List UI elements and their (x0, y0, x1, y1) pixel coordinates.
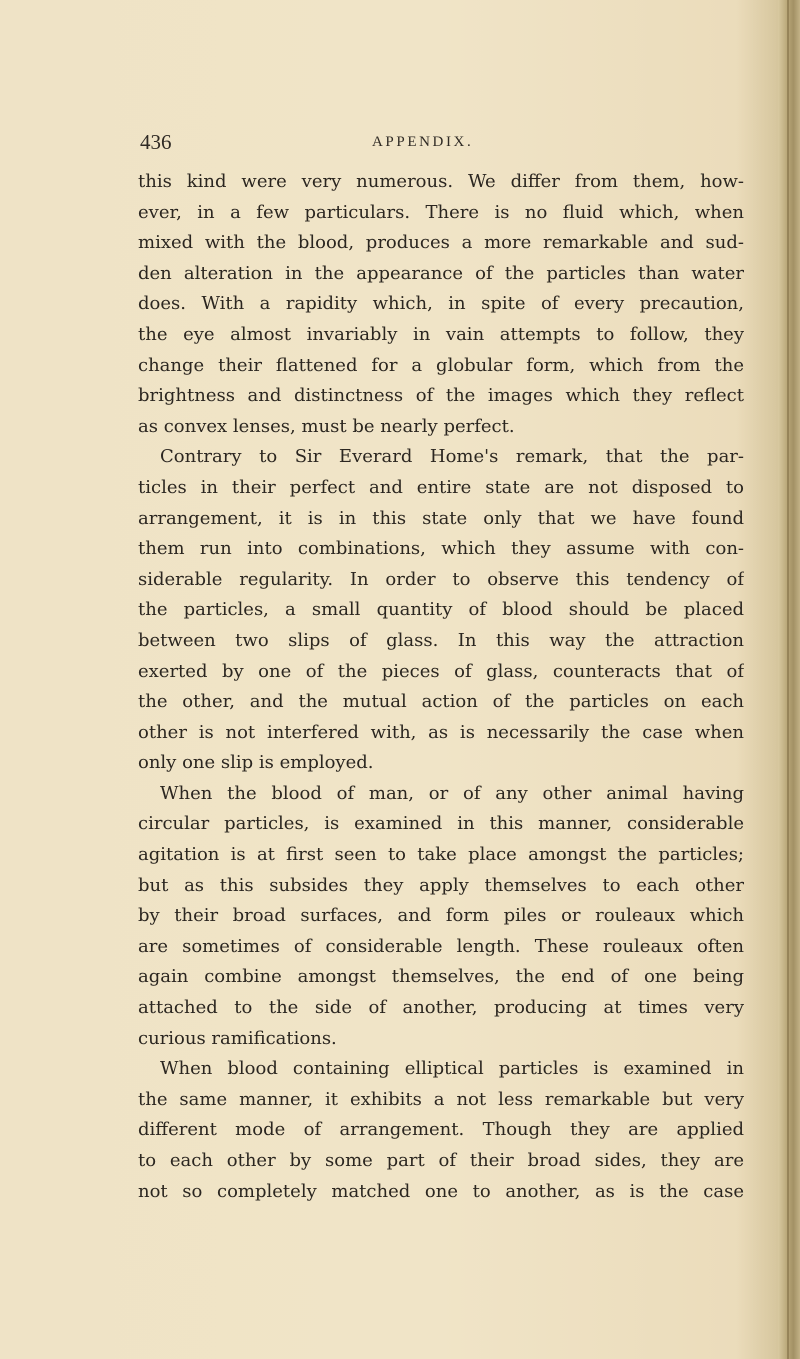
text-line: den alteration in the appearance of the particles than water (138, 262, 744, 284)
text-line: to each other by some part of their broad sides, they are (138, 1150, 744, 1171)
text-line: are sometimes of considerable length. These rouleaux often (138, 935, 744, 957)
text-line: circular particles, is examined in this manner, considerable (138, 813, 744, 835)
body-text (138, 167, 744, 1207)
text-line: the particles, a small quantity of blood should be placed (138, 599, 744, 621)
text-line: siderable regularity. In order to observe this tendency of (138, 568, 744, 590)
text-line: other is not interfered with, as is necessarily the case when (138, 721, 744, 743)
text-line: change their flattened for a globular form, which from the (138, 354, 744, 376)
text-line: the same manner, it exhibits a not less remarkable but very (138, 1088, 744, 1110)
running-head: APPENDIX. (372, 134, 474, 150)
text-line: arrangement, it is in this state only that we have found (138, 507, 744, 529)
text-line: ever, in a few particulars. There is no fluid which, when (138, 201, 744, 223)
text-line: but as this subsides they apply themselves to each other (138, 874, 744, 896)
page-edge-shadow (778, 0, 800, 1359)
text-line: again combine amongst themselves, the end of one being (138, 966, 744, 988)
text-line: the eye almost invariably in vain attempts to follow, they (138, 323, 744, 345)
text-line: not so completely matched one to another, as is the case (138, 1180, 744, 1202)
text-line: When blood containing elliptical particles is examined in (160, 1058, 744, 1080)
page-header (140, 130, 740, 160)
text-line: Contrary to Sir Everard Home's remark, that the par- (160, 446, 744, 468)
text-line: curious ramifications. (138, 1027, 337, 1049)
text-line: the other, and the mutual action of the particles on each (138, 691, 744, 713)
text-line: them run into combinations, which they assume with con- (138, 538, 744, 560)
text-line: ticles in their perfect and entire state are not disposed to (138, 476, 744, 498)
text-line: only one slip is employed. (138, 752, 374, 774)
text-line: by their broad surfaces, and form piles or rouleaux which (138, 905, 744, 927)
text-line: brightness and distinctness of the images which they reflect (138, 385, 744, 407)
text-line: as convex lenses, must be nearly perfect. (138, 415, 515, 437)
text-line: this kind were very numerous. We differ from them, how- (138, 171, 744, 192)
text-line: attached to the side of another, producing at times very (138, 997, 744, 1019)
text-line: exerted by one of the pieces of glass, counteracts that of (138, 660, 744, 682)
page-number: 436 (140, 130, 172, 154)
text-line: mixed with the blood, produces a more remarkable and sud- (138, 232, 744, 254)
text-line: does. With a rapidity which, in spite of every precaution, (138, 293, 744, 315)
text-line: When the blood of man, or of any other animal having (160, 782, 744, 804)
text-line: different mode of arrangement. Though they are applied (138, 1119, 744, 1141)
binding-line (787, 0, 789, 1359)
text-line: between two slips of glass. In this way the attraction (138, 629, 744, 651)
text-line: agitation is at first seen to take place amongst the particles; (138, 844, 744, 866)
